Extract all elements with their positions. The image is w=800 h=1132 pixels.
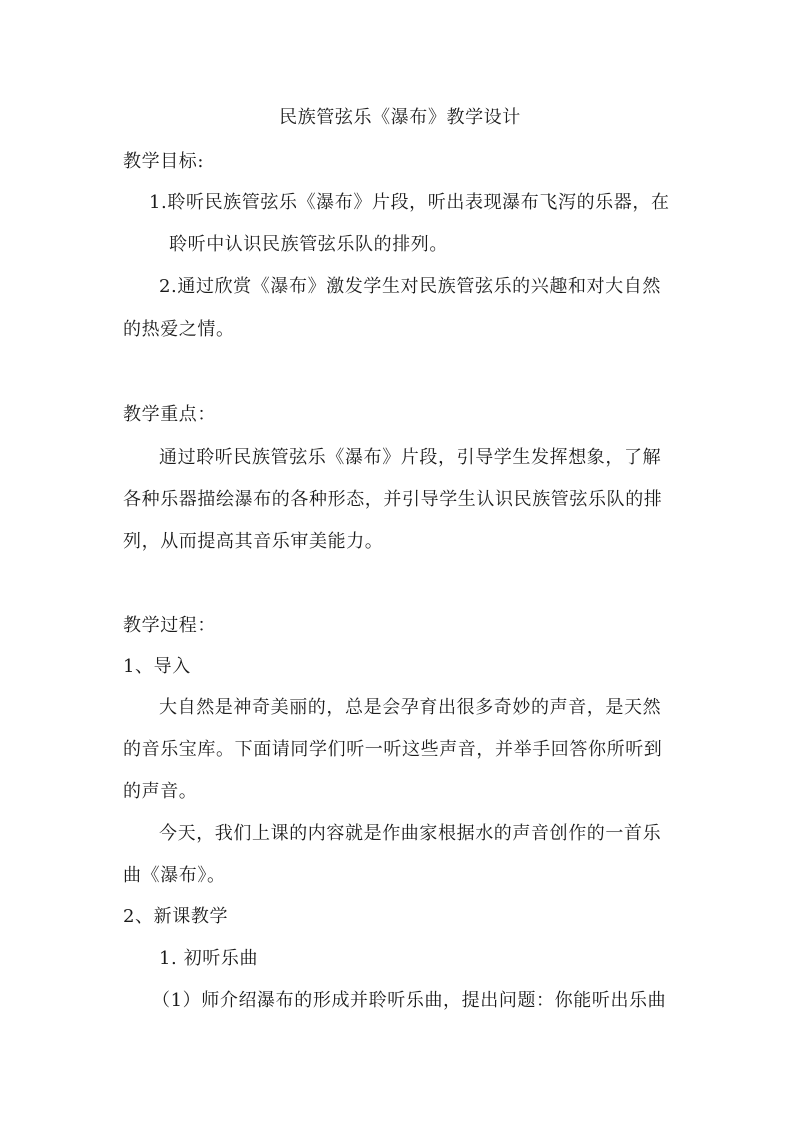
section-2-item-1: （1）师介绍瀑布的形成并聆听乐曲，提出问题：你能听出乐曲 (152, 990, 667, 1011)
key-points-line-1: 通过聆听民族管弦乐《瀑布》片段，引导学生发挥想象，了解 (159, 447, 662, 468)
objective-1-line-1: 1.聆听民族管弦乐《瀑布》片段，听出表现瀑布飞泻的乐器，在 (149, 192, 670, 213)
section-2-heading: 2、新课教学 (123, 906, 229, 927)
process-heading: 教学过程： (123, 615, 216, 636)
objective-1-line-2: 聆听中认识民族管弦乐队的排列。 (169, 234, 448, 255)
section-1-paragraph-1-line-3: 的声音。 (123, 781, 198, 802)
section-1-paragraph-1-line-2: 的音乐宝库。下面请同学们听一听这些声音，并举手回答你所听到 (123, 739, 663, 760)
objectives-heading: 教学目标: (123, 151, 205, 172)
section-2-subheading-1: 1. 初听乐曲 (159, 948, 259, 969)
section-1-paragraph-2-line-1: 今天，我们上课的内容就是作曲家根据水的声音创作的一首乐 (159, 823, 662, 844)
section-1-paragraph-2-line-2: 曲《瀑布》。 (123, 865, 226, 886)
key-points-line-3: 列，从而提高其音乐审美能力。 (123, 531, 384, 552)
section-1-paragraph-1-line-1: 大自然是神奇美丽的，总是会孕育出很多奇妙的声音，是天然 (159, 697, 662, 718)
objective-2-line-2: 的热爱之情。 (123, 319, 235, 340)
key-points-heading: 教学重点： (123, 404, 216, 425)
objective-2-line-1: 2.通过欣赏《瀑布》激发学生对民族管弦乐的兴趣和对大自然 (159, 276, 661, 297)
document-title: 民族管弦乐《瀑布》教学设计 (279, 107, 521, 128)
key-points-line-2: 各种乐器描绘瀑布的各种形态，并引导学生认识民族管弦乐队的排 (123, 489, 663, 510)
section-1-heading: 1、导入 (123, 656, 191, 677)
